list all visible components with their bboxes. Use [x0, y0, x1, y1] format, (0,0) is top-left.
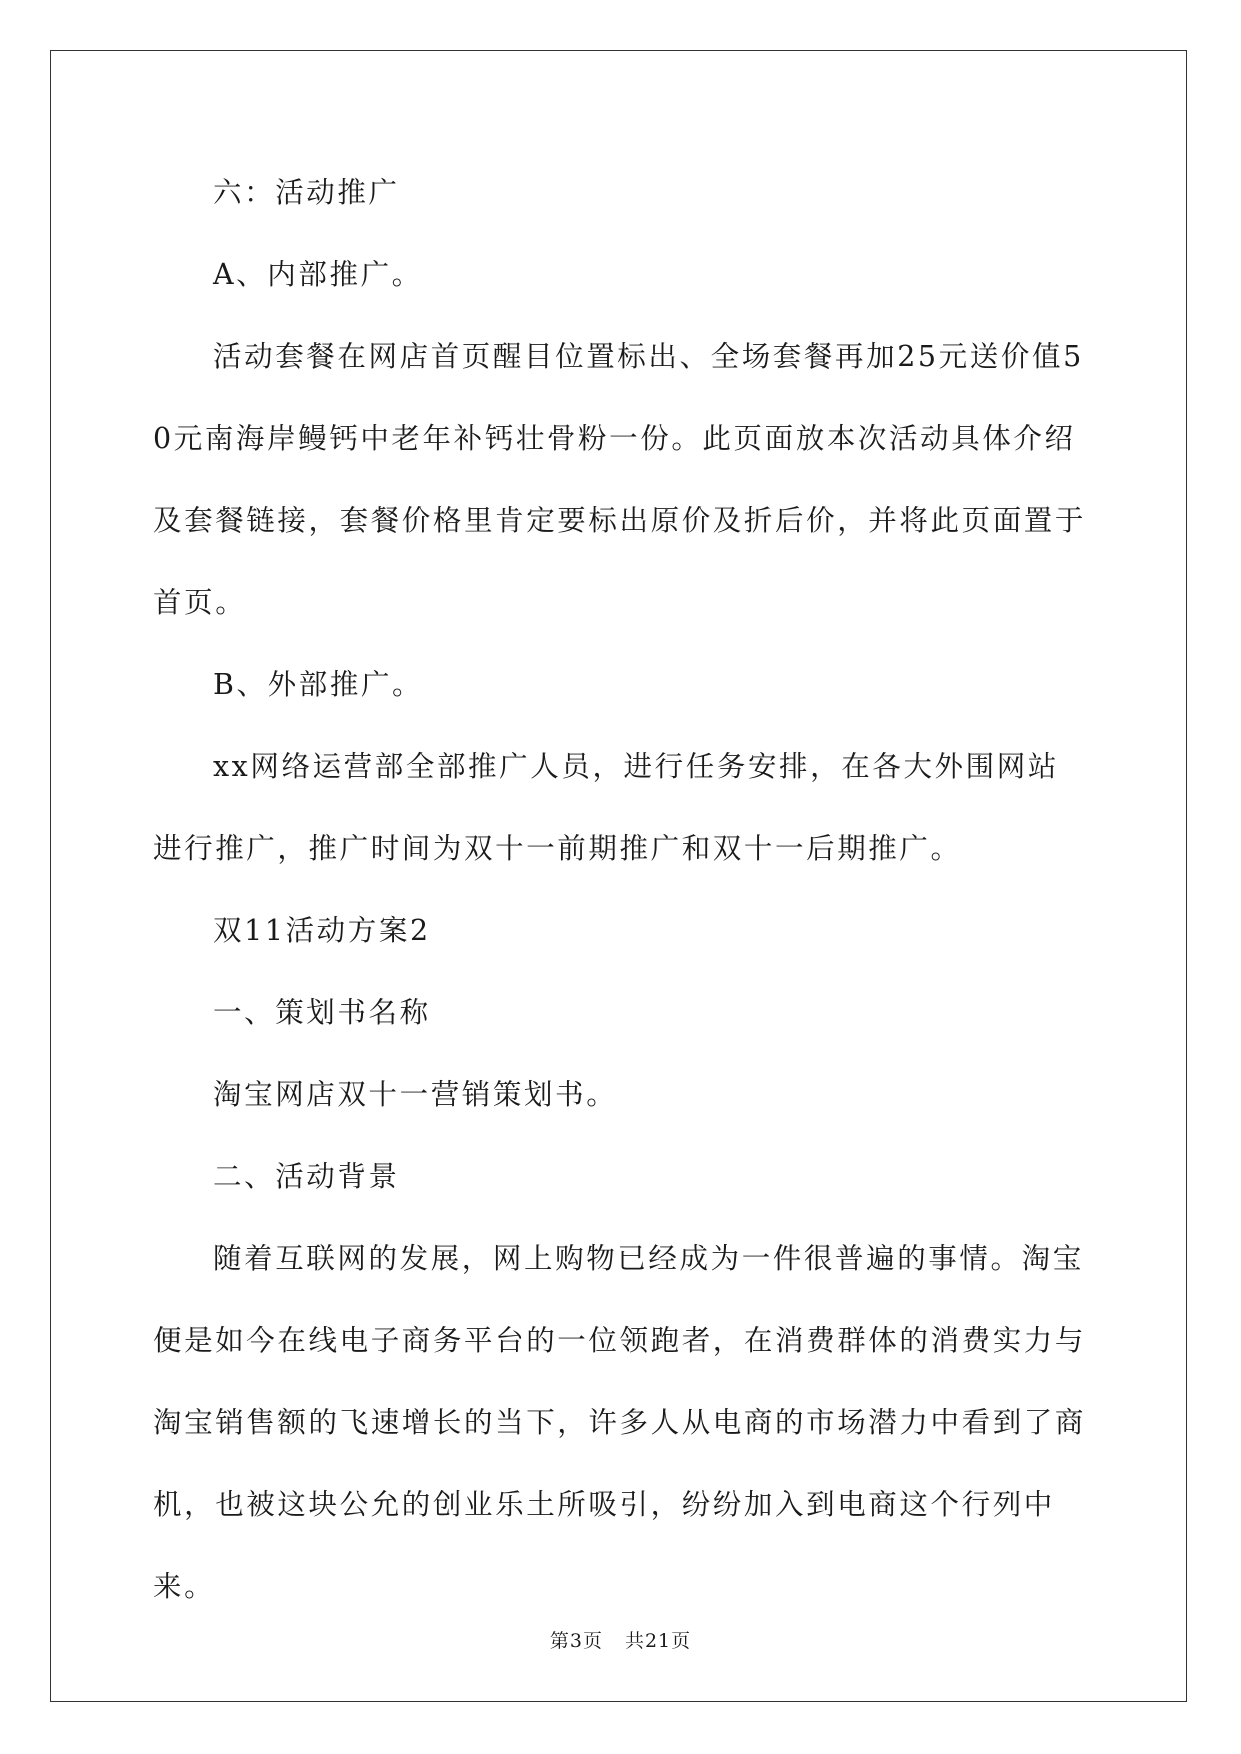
document-body — [153, 152, 1088, 1628]
subheading-external-promotion: B、外部推广。 — [213, 668, 424, 701]
section-heading-plan-name: 一、策划书名称 — [213, 996, 431, 1029]
paragraph-external-promotion: xx网络运营部全部推广人员，进行任务安排，在各大外围网站进行推广，推广时间为双十一前期推广和双十一后期推广。 — [153, 750, 1059, 865]
section-heading-promotion: 六：活动推广 — [213, 176, 400, 209]
paragraph-internal-promotion: 活动套餐在网店首页醒目位置标出、全场套餐再加25元送价值50元南海岸鳗钙中老年补钙壮骨粉一份。此页面放本次活动具体介绍及套餐链接，套餐价格里肯定要标出原价及折后价，并将此页面置于首页。 — [153, 340, 1087, 619]
page-number: 第3页 — [549, 1630, 603, 1652]
section-heading-background: 二、活动背景 — [213, 1160, 400, 1193]
plan-title: 双11活动方案2 — [213, 914, 431, 947]
page-footer — [0, 1626, 1241, 1653]
subheading-internal-promotion: A、内部推广。 — [213, 258, 423, 291]
page-total: 共21页 — [624, 1630, 692, 1652]
paragraph-background: 随着互联网的发展，网上购物已经成为一件很普遍的事情。淘宝便是如今在线电子商务平台的一位领跑者，在消费群体的消费实力与淘宝销售额的飞速增长的当下，许多人从电商的市场潜力中看到了商机，也被这块公允的创业乐土所吸引，纷纷加入到电商这个行列中来。 — [153, 1242, 1087, 1603]
paragraph-plan-name: 淘宝网店双十一营销策划书。 — [213, 1078, 618, 1111]
